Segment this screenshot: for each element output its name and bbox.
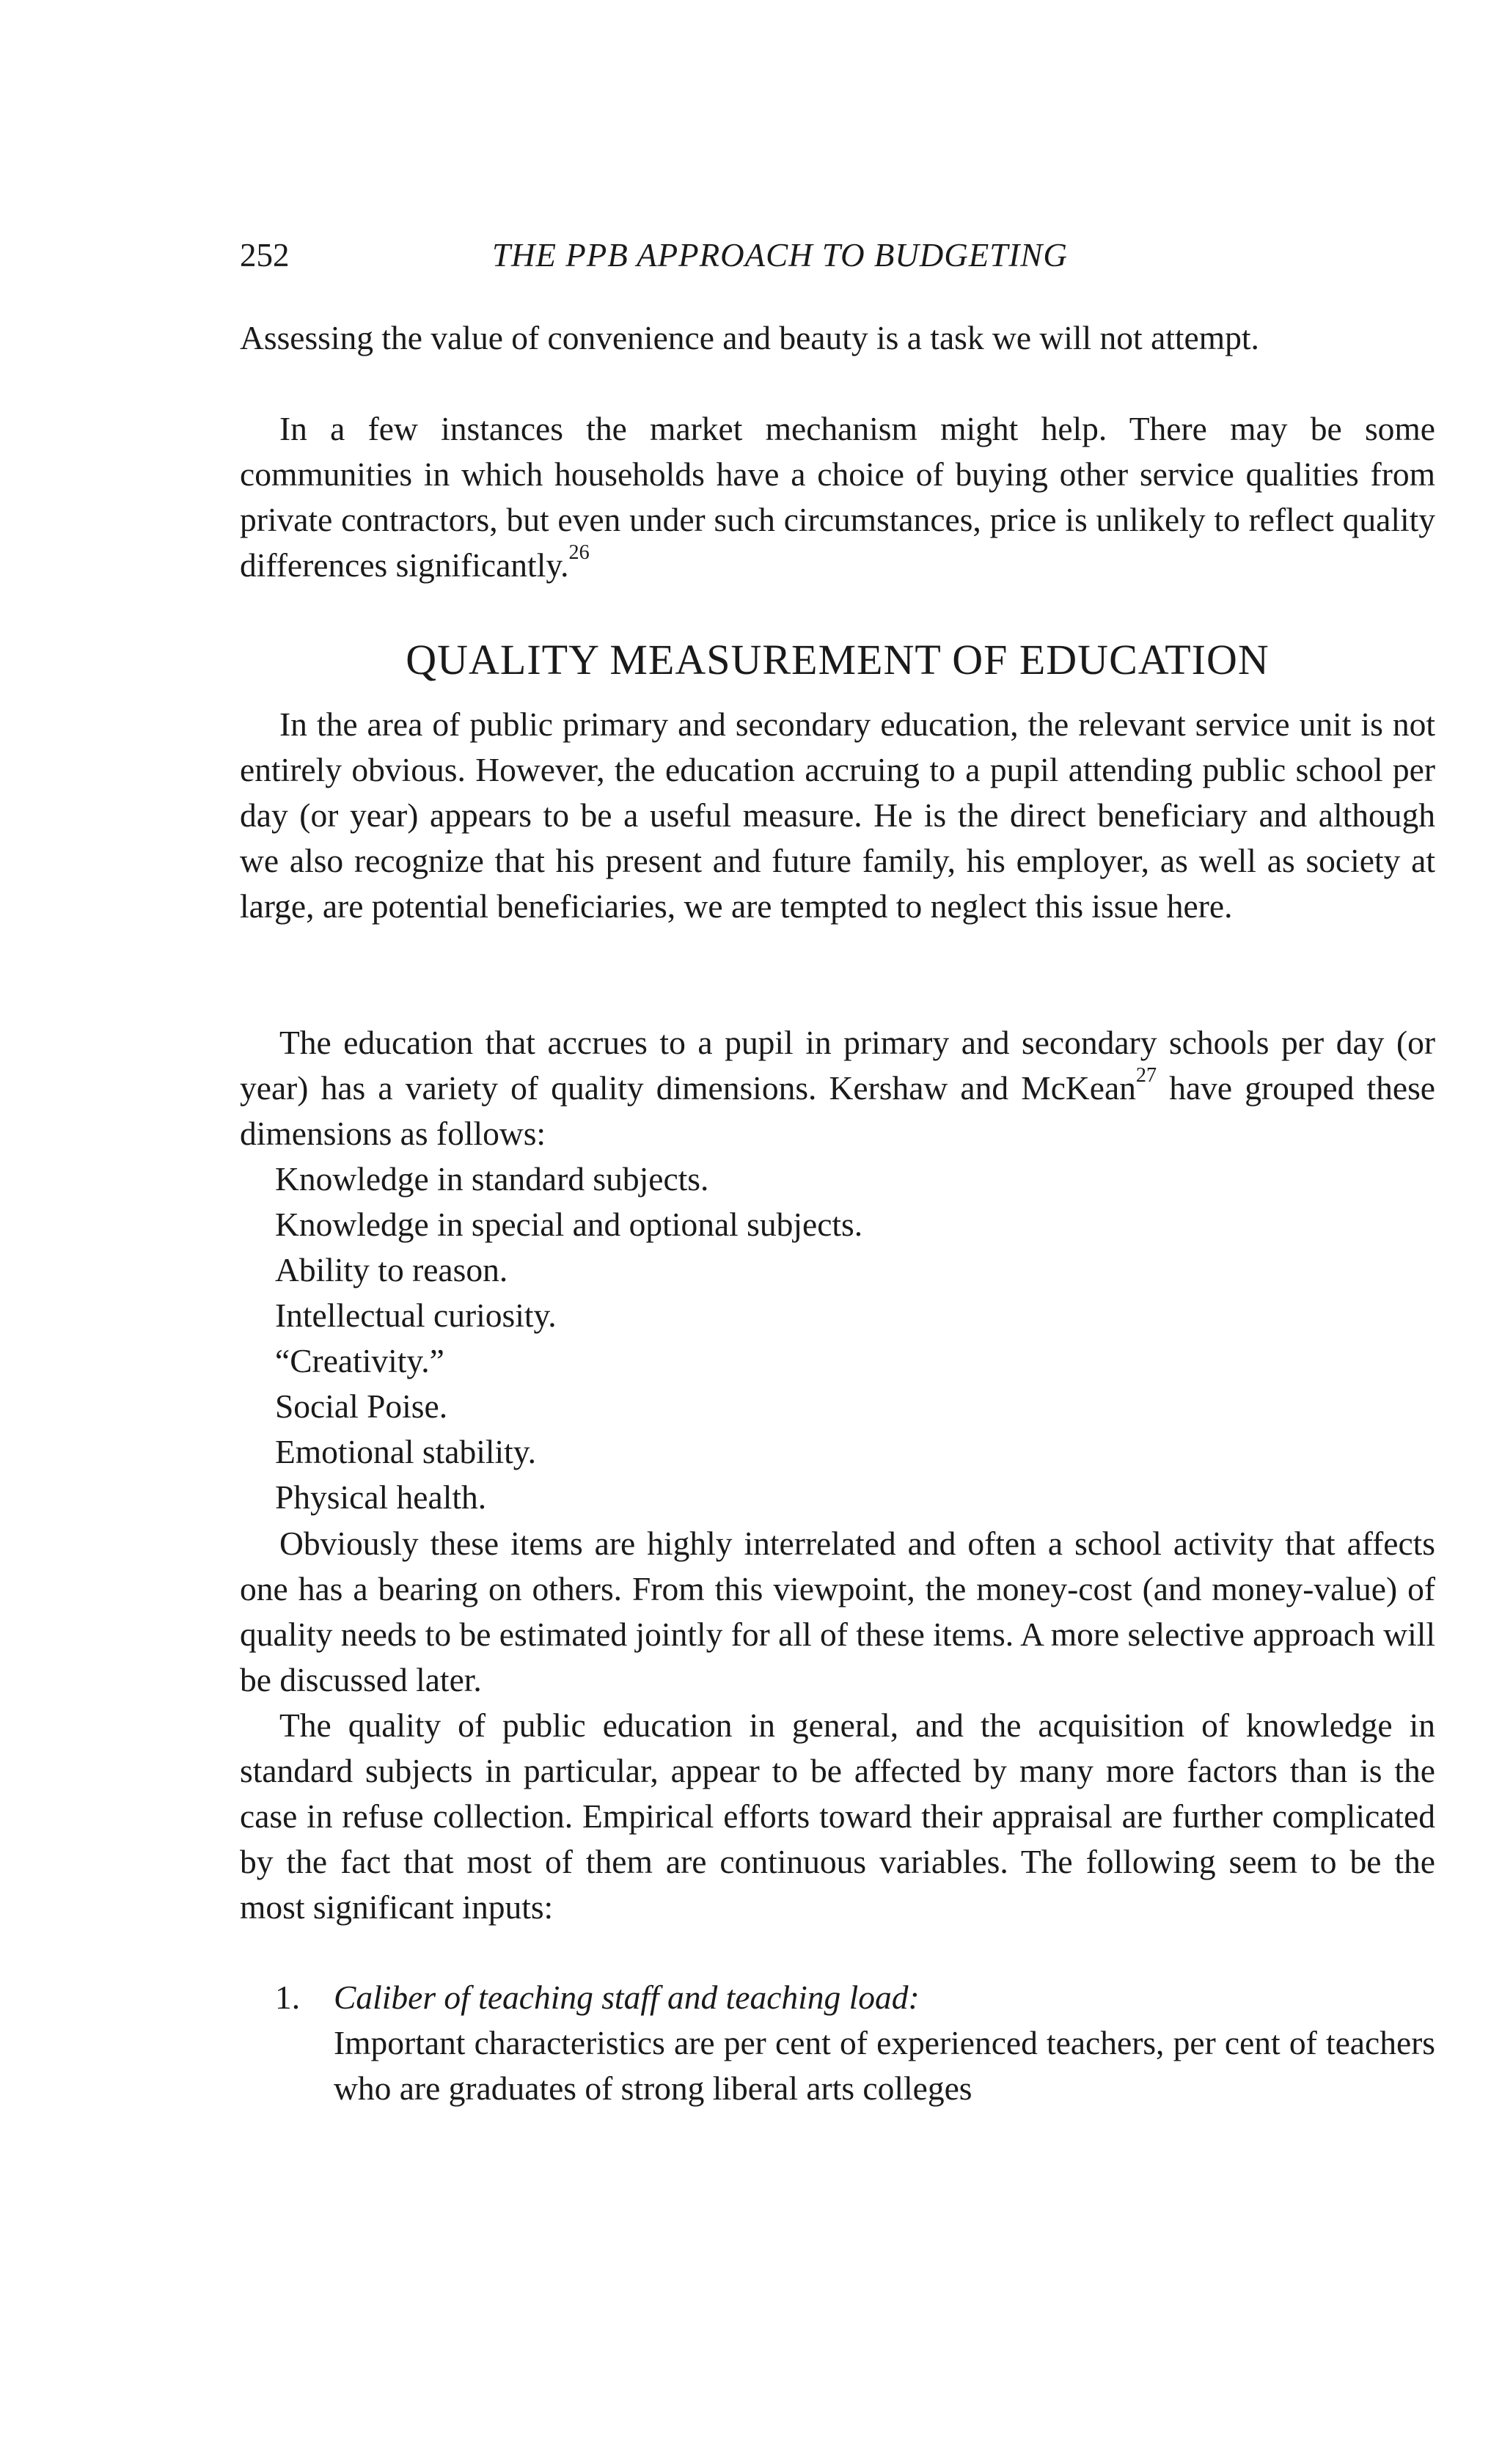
input-description: Important characteristics are per cent of experienced teachers, per cent of teachers who are graduates of strong liberal arts colleges [334, 2024, 1435, 2107]
paragraph-text: Obviously these items are highly interrelated and often a school activity that affects one has a bearing on others. From this viewpoint, the money-cost (and money-value) of quality needs to be estimated jointly for all of these items. A more selective approach will be discussed later. [240, 1525, 1435, 1698]
paragraph-text: The quality of public education in general, and the acquisition of knowledge in standard subjects in particular, appear to be affected by many more factors than is the case in refuse collection. Empirical efforts toward their appraisal are further complicated by the fact that most of them are continuous variables. The following seem to be the most significant inputs: [240, 1706, 1435, 1926]
list-item: Knowledge in standard subjects. [275, 1160, 709, 1198]
quality-dimensions-list [275, 1156, 1302, 1520]
list-item: Emotional stability. [275, 1433, 536, 1470]
paragraph-text: The education that accrues to a pupil in primary and secondary schools per day (or year) has a variety of quality dimensions. Kershaw and McKean [240, 1024, 1435, 1107]
section-heading: QUALITY MEASUREMENT OF EDUCATION [406, 636, 1270, 683]
page-number: 252 [240, 237, 290, 274]
paragraph-text-continued: have grouped these dimensions as follows: [240, 1069, 1435, 1152]
paragraph-text: In a few instances the market mechanism might help. There may be some communities in which households have a choice of buying other service qualities from private contractors, but even under such circumstances, price is unlikely to reflect quality differences significantly. [240, 410, 1435, 584]
input-title: Caliber of teaching staff and teaching load: [334, 1979, 920, 2016]
paragraph-significant-inputs [240, 1703, 1435, 1930]
paragraph-education-service-unit [240, 702, 1435, 929]
paragraph-text: In the area of public primary and secondary education, the relevant service unit is not entirely obvious. However, the education accruing to a pupil attending public school per day (or year) appears to be a useful measure. He is the direct beneficiary and although we also recognize that his present and future family, his employer, as well as society at large, are potential beneficiaries, we are tempted to neglect this issue here. [240, 705, 1435, 925]
paragraph-quality-dimensions [240, 1020, 1435, 1156]
paragraph-interrelated-items [240, 1521, 1435, 1703]
paragraph-market-mechanism [240, 406, 1435, 588]
footnote-marker: 27 [1135, 1064, 1157, 1088]
footnote-marker: 26 [568, 541, 590, 565]
list-item: Intellectual curiosity. [275, 1297, 557, 1334]
list-item: Ability to reason. [275, 1251, 508, 1288]
paragraph-text: Assessing the value of convenience and beauty is a task we will not attempt. [240, 319, 1259, 356]
running-head: THE PPB APPROACH TO BUDGETING [492, 237, 1068, 274]
list-item: “Creativity.” [275, 1342, 444, 1379]
input-number: 1. [275, 1979, 301, 2016]
page-header [240, 233, 1435, 277]
list-item: Social Poise. [275, 1387, 448, 1425]
list-item: Physical health. [275, 1478, 487, 1516]
paragraph-convenience-beauty [240, 315, 1435, 361]
list-item: Knowledge in special and optional subjects. [275, 1206, 863, 1243]
